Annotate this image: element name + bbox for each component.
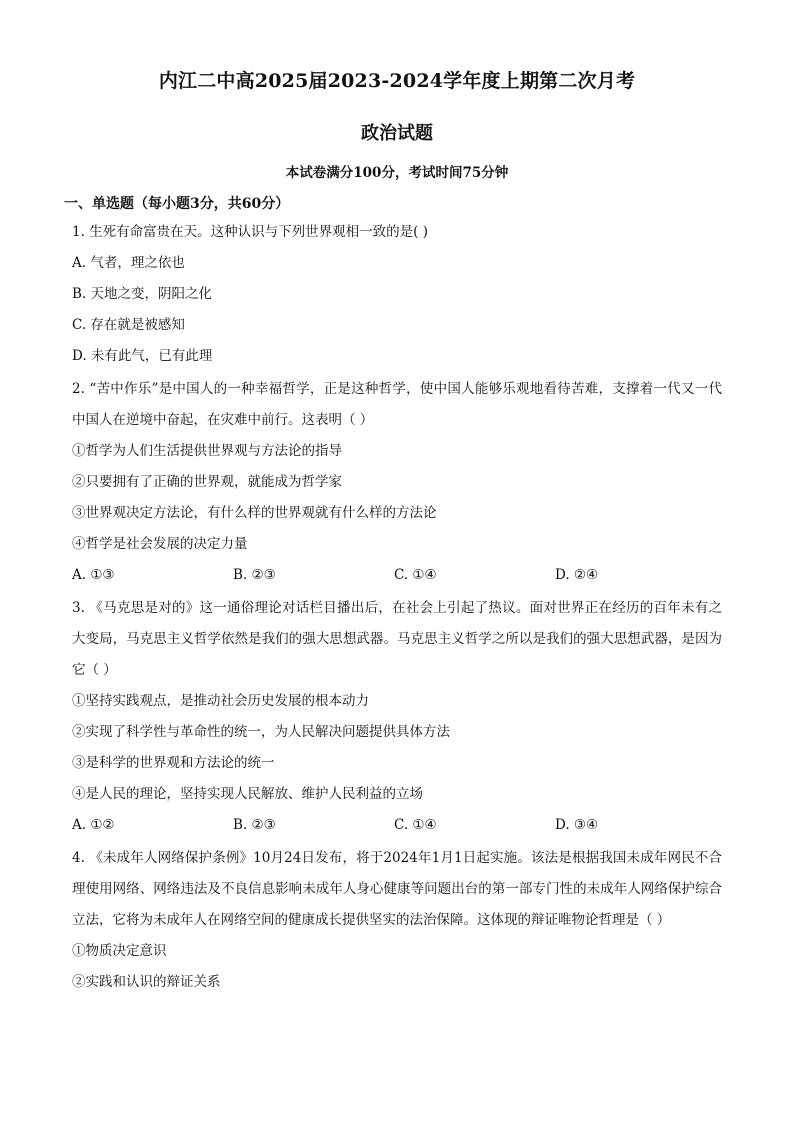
statement-4: ④是人民的理论，坚持实现人民解放、维护人民利益的立场 (72, 786, 423, 802)
question-stem: 4. 《未成年人网络保护条例》10月24日发布，将于2024年1月1日起实施。该法是根据我国未成年网民不合理使用网络、网络违法及不良信息影响未成年人身心健康等问题出台的第一部专门性的未成年人网络保护综合立法，它将为未成年人在网络空间的健康成长提供坚实的法治保障。这体现的辩证唯物论哲理是（ ） (72, 850, 722, 928)
exam-title: 内江二中高2025届2023-2024学年度上期第二次月考 (158, 70, 636, 92)
exam-info: 本试卷满分100分，考试时间75分钟 (285, 165, 509, 181)
statement-1: ①物质决定意识 (72, 943, 167, 959)
statement-3: ③世界观决定方法论，有什么样的世界观就有什么样的方法论 (72, 505, 437, 521)
question-stem: 3. 《马克思是对的》这一通俗理论对话栏目播出后，在社会上引起了热议。面对世界正在经历的百年未有之大变局，马克思主义哲学依然是我们的强大思想武器。马克思主义哲学之所以是我们的强大思想武器，是因为它（ ） (72, 600, 722, 678)
choice-a: A. 气者，理之依也 (72, 255, 185, 271)
statement-2: ②实践和认识的辩证关系 (72, 974, 221, 990)
question-3 (72, 593, 722, 841)
option-b: B. ②③ (233, 817, 276, 833)
option-a: A. ①③ (72, 567, 115, 583)
statement-1: ①哲学为人们生活提供世界观与方法论的指导 (72, 443, 342, 459)
question-stem: 2. “苦中作乐”是中国人的一种幸福哲学，正是这种哲学，使中国人能够乐观地看待苦难，支撑着一代又一代中国人在逆境中奋起，在灾难中前行。这表明（ ） (72, 381, 722, 428)
statement-4: ④哲学是社会发展的决定力量 (72, 536, 248, 552)
question-1 (72, 217, 722, 372)
option-a: A. ①② (72, 817, 115, 833)
option-d: D. ③④ (555, 817, 599, 833)
options-row (72, 560, 722, 591)
section-title: 一、单选题（每小题3分，共60分） (64, 196, 290, 212)
choice-b: B. 天地之变，阴阳之化 (72, 286, 213, 302)
question-stem: 1. 生死有命富贵在天。这种认识与下列世界观相一致的是( ) (72, 224, 428, 240)
choice-c: C. 存在就是被感知 (72, 317, 185, 333)
options-row (72, 810, 722, 841)
option-c: C. ①④ (394, 567, 437, 583)
question-4 (72, 843, 722, 998)
option-d: D. ②④ (555, 567, 599, 583)
exam-subtitle: 政治试题 (361, 123, 433, 144)
statement-2: ②实现了科学性与革命性的统一，为人民解决问题提供具体方法 (72, 724, 450, 740)
option-b: B. ②③ (233, 567, 276, 583)
statement-3: ③是科学的世界观和方法论的统一 (72, 755, 275, 771)
choice-d: D. 未有此气，已有此理 (72, 348, 213, 364)
statement-1: ①坚持实践观点，是推动社会历史发展的根本动力 (72, 693, 369, 709)
option-c: C. ①④ (394, 817, 437, 833)
question-2 (72, 374, 722, 591)
statement-2: ②只要拥有了正确的世界观，就能成为哲学家 (72, 474, 342, 490)
